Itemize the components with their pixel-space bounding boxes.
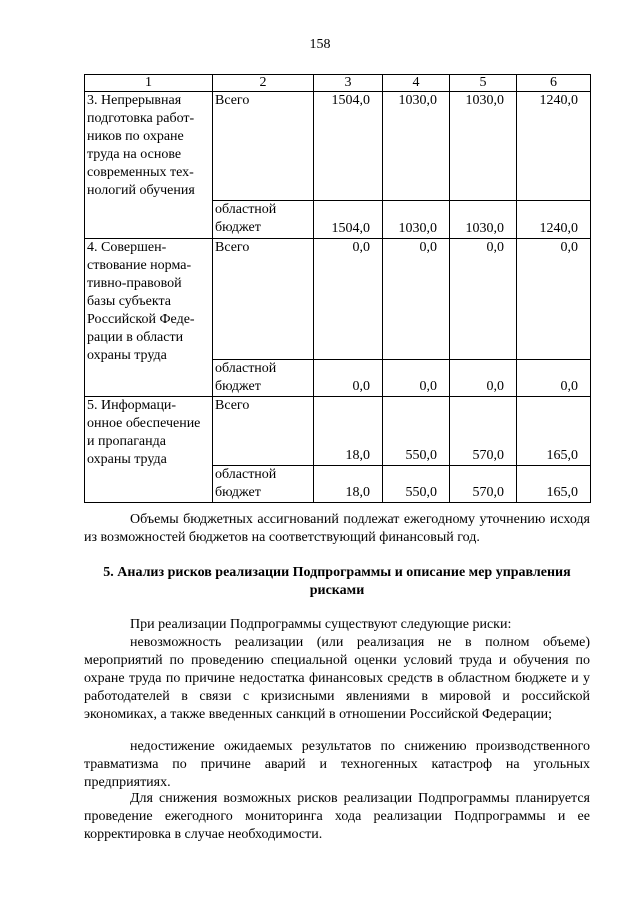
value-cell: 0,0 — [383, 239, 450, 360]
paragraph-risk-funding: невозможность реализации (или реализация не в полном объеме) мероприятий по проведению специальной оценки условий труда и обучения по охране труда по причине недостатка финансовых средств в областном бюджете и у работодателей в связи с кризисными явлениями в мировой и российской экономиках, а также введенных санкций в отношении Российской Федерации; — [84, 635, 590, 722]
value-cell: 1240,0 — [517, 201, 591, 239]
table-header-row — [85, 75, 591, 92]
total-label-cell: Всего — [213, 92, 314, 201]
item-cell: 3. Непрерывная подготовка работ- ников по охране труда на основе современных тех- нологий обучения — [85, 92, 213, 239]
total-label-cell: Всего — [213, 397, 314, 466]
paragraph-risk-injuries: недостижение ожидаемых результатов по снижению производственного травматизма по причине аварий и техногенных катастроф на угольных предприятиях. — [84, 739, 590, 790]
page-number: 158 — [309, 37, 331, 52]
header-cell: 1 — [85, 75, 213, 92]
table-row — [85, 239, 591, 360]
value-cell: 1030,0 — [450, 201, 517, 239]
value-cell: 0,0 — [517, 360, 591, 397]
item-cell: 5. Информаци- онное обеспечение и пропаганда охраны труда — [85, 397, 213, 503]
value-cell: 1504,0 — [314, 201, 383, 239]
value-cell: 1504,0 — [314, 92, 383, 201]
value-cell: 550,0 — [383, 397, 450, 466]
value-cell: 570,0 — [450, 466, 517, 503]
value-cell: 165,0 — [517, 397, 591, 466]
header-cell: 5 — [450, 75, 517, 92]
total-label-cell: Всего — [213, 239, 314, 360]
table-row — [85, 397, 591, 466]
value-cell: 1030,0 — [383, 92, 450, 201]
header-cell: 2 — [213, 75, 314, 92]
value-cell: 1240,0 — [517, 92, 591, 201]
header-cell: 3 — [314, 75, 383, 92]
paragraph-risks-intro: При реализации Подпрограммы существуют следующие риски: — [130, 617, 512, 632]
header-cell: 4 — [383, 75, 450, 92]
regional-label-cell: областной бюджет — [213, 201, 314, 239]
paragraph-risk-mitigation: Для снижения возможных рисков реализации Подпрограммы планируется проведение ежегодного мониторинга хода реализации Подпрограммы и ее корректировка в случае необходимости. — [84, 791, 590, 842]
section-heading: 5. Анализ рисков реализации Подпрограммы и описание мер управления рисками — [103, 565, 571, 598]
value-cell: 18,0 — [314, 466, 383, 503]
table-row — [85, 92, 591, 201]
value-cell: 0,0 — [383, 360, 450, 397]
value-cell: 550,0 — [383, 466, 450, 503]
paragraph-budget-allocations: Объемы бюджетных ассигнований подлежат ежегодному уточнению исходя из возможностей бюджетов на соответствующий финансовый год. — [84, 512, 590, 545]
value-cell: 165,0 — [517, 466, 591, 503]
value-cell: 0,0 — [517, 239, 591, 360]
regional-label-cell: областной бюджет — [213, 466, 314, 503]
value-cell: 0,0 — [314, 360, 383, 397]
header-cell: 6 — [517, 75, 591, 92]
value-cell: 18,0 — [314, 397, 383, 466]
value-cell: 0,0 — [314, 239, 383, 360]
item-cell: 4. Совершен- ствование норма- тивно-правовой базы субъекта Российской Феде- рации в области охраны труда — [85, 239, 213, 397]
value-cell: 1030,0 — [450, 92, 517, 201]
value-cell: 570,0 — [450, 397, 517, 466]
budget-table — [84, 74, 591, 503]
value-cell: 0,0 — [450, 360, 517, 397]
value-cell: 0,0 — [450, 239, 517, 360]
value-cell: 1030,0 — [383, 201, 450, 239]
regional-label-cell: областной бюджет — [213, 360, 314, 397]
